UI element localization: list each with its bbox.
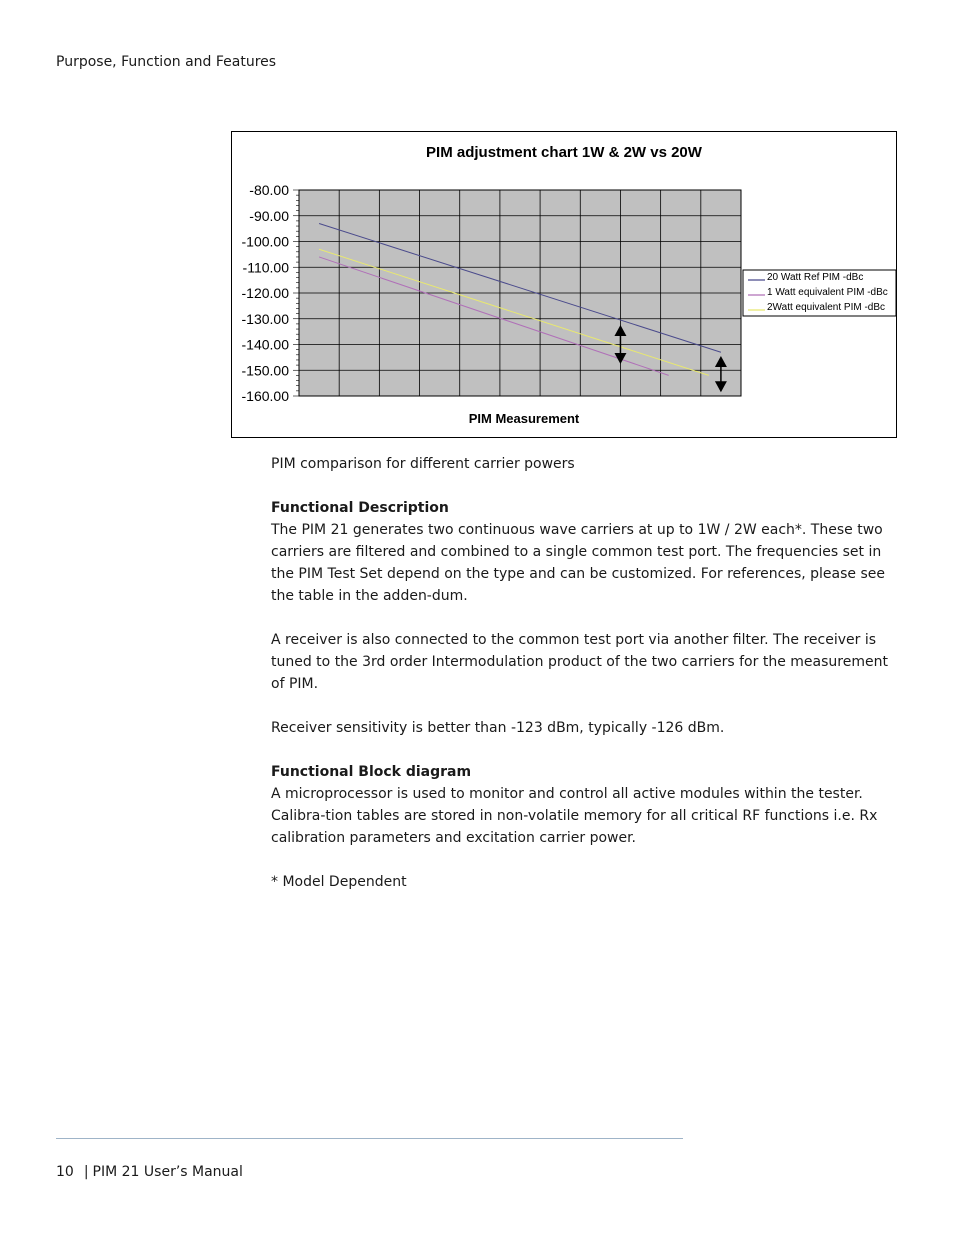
chart-caption: PIM comparison for different carrier powers <box>271 456 575 472</box>
microprocessor-paragraph: A microprocessor is used to monitor and control all active modules within the tester. Calibra-tion tables are stored in non-volatile memory for all critical RF functions i.e. Rx calibration parameters and excitation carrier power. <box>271 786 878 846</box>
y-tick-label: -150.00 <box>241 362 289 379</box>
functional-description-heading: Functional Description <box>271 500 449 516</box>
body-content <box>271 453 901 915</box>
sensitivity-paragraph: Receiver sensitivity is better than -123 dBm, typically -126 dBm. <box>271 720 725 736</box>
running-head: Purpose, Function and Features <box>56 54 277 70</box>
y-tick-label: -130.00 <box>241 310 289 327</box>
manual-title: PIM 21 User’s Manual <box>92 1164 243 1180</box>
footer-rule <box>56 1138 683 1139</box>
legend-label: 1 Watt equivalent PIM -dBc <box>767 287 888 298</box>
legend-label: 2Watt equivalent PIM -dBc <box>767 302 886 313</box>
y-tick-label: -90.00 <box>249 207 289 224</box>
y-tick-label: -120.00 <box>241 285 289 301</box>
pim-chart <box>231 131 897 438</box>
y-tick-label: -160.00 <box>241 388 289 404</box>
x-axis-label: PIM Measurement <box>468 411 580 426</box>
footer-separator: | <box>83 1164 89 1180</box>
receiver-paragraph: A receiver is also connected to the common test port via another filter. The receiver is tuned to the 3rd order Intermodulation product of the two carriers for the measurement of PIM. <box>271 632 888 692</box>
block-diagram-heading: Functional Block diagram <box>271 764 472 780</box>
chart-title: PIM adjustment chart 1W & 2W vs 20W <box>426 144 702 161</box>
page-number: 10 <box>56 1164 74 1180</box>
y-tick-label: -140.00 <box>241 336 289 353</box>
legend-label: 20 Watt Ref PIM -dBc <box>767 272 864 283</box>
page-footer <box>56 1164 243 1180</box>
functional-description-paragraph: The PIM 21 generates two continuous wave carriers at up to 1W / 2W each*. These two carriers are filtered and combined to a single common test port. The frequencies set in the PIM Test Set depend on the type and can be customized. For references, please see the table in the adden-dum. <box>271 522 885 604</box>
y-tick-label: -80.00 <box>249 182 289 198</box>
model-dependent-note: * Model Dependent <box>271 874 407 890</box>
chart-legend <box>743 270 896 316</box>
chart-canvas <box>232 132 896 437</box>
y-tick-label: -100.00 <box>241 233 289 250</box>
plot-area <box>242 182 896 404</box>
y-tick-label: -110.00 <box>242 259 289 276</box>
